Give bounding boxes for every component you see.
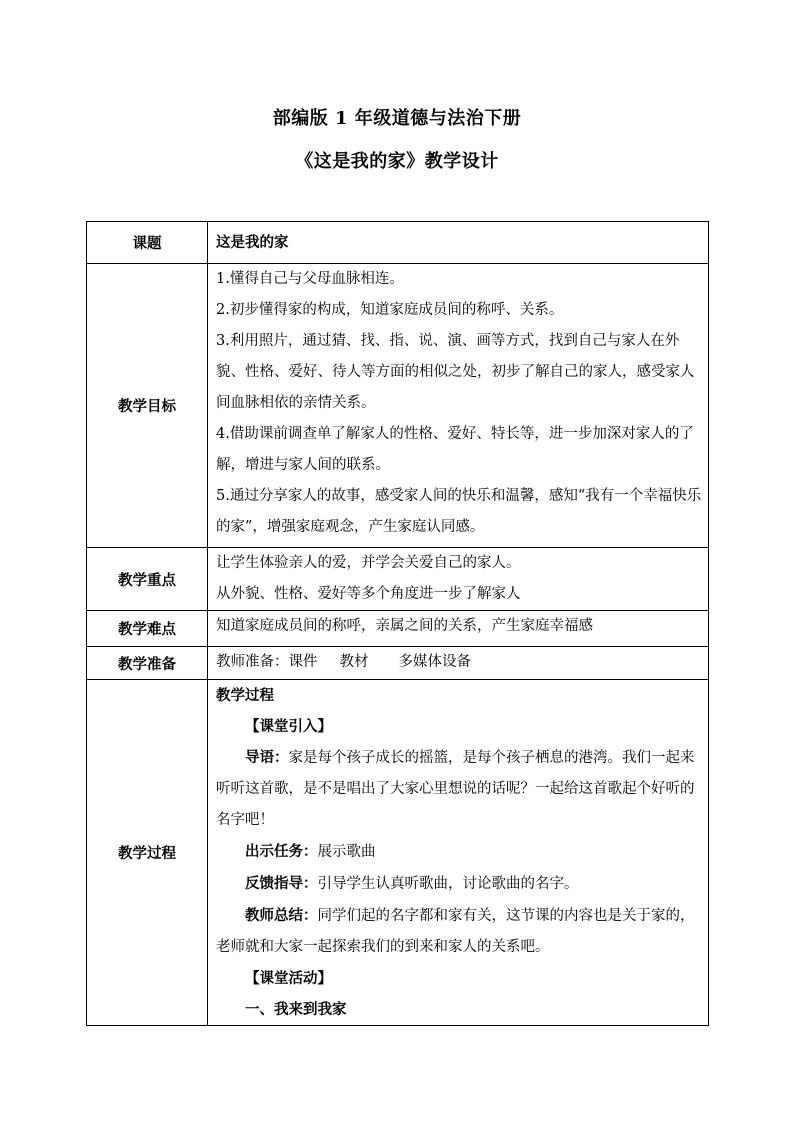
- table-row: [87, 647, 709, 680]
- guide-label: 导语：: [245, 749, 289, 766]
- guide-paragraph: [216, 742, 702, 836]
- key-point-item: 从外貌、性格、爱好等多个角度进一步了解家人: [216, 586, 521, 602]
- table-row: [87, 548, 709, 611]
- document-title: 部编版 1 年级道德与法治下册: [272, 108, 522, 129]
- guide-text: 家是每个孩子成长的摇篮，是每个孩子栖息的港湾。我们一起来听听这首歌，是不是唱出了大家心里想说的话呢？一起给这首歌起个好听的名字吧！: [216, 750, 695, 828]
- feedback-label: 反馈指导：: [245, 875, 318, 892]
- key-points-content: [208, 548, 709, 611]
- goal-item: 4.借助课前调查单了解家人的性格、爱好、特长等，进一步加深对家人的了解，增进与家人间的联系。: [216, 426, 694, 473]
- goal-item: 2.初步懂得家的构成，知道家庭成员间的称呼、关系。: [216, 302, 564, 318]
- preparation-prefix: 教师准备：课件: [216, 654, 318, 670]
- summary-paragraph: [216, 900, 702, 963]
- table-row: [87, 611, 709, 647]
- key-point-item: 让学生体验亲人的爱，并学会关爱自己的家人。: [216, 555, 521, 571]
- table-row: [87, 680, 709, 1026]
- table-row: [87, 222, 709, 264]
- process-heading: 教学过程: [216, 687, 274, 704]
- lesson-plan-table: [86, 221, 709, 1026]
- process-label: 教学过程: [87, 680, 208, 1026]
- section-heading: 一、我来到我家: [245, 1001, 347, 1018]
- topic-value: 这是我的家: [208, 222, 709, 264]
- key-points-label: 教学重点: [87, 548, 208, 611]
- task-label: 出示任务：: [245, 843, 318, 860]
- difficulties-label: 教学难点: [87, 611, 208, 647]
- process-content: [208, 680, 709, 1026]
- preparation-value: [208, 647, 709, 680]
- goal-item: 3.利用照片，通过猜、找、指、说、演、画等方式，找到自己与家人在外貌、性格、爱好、待人等方面的相似之处，初步了解自己的家人，感受家人间血脉相依的亲情关系。: [216, 333, 695, 411]
- preparation-label: 教学准备: [87, 647, 208, 680]
- preparation-item: 多媒体设备: [398, 654, 471, 670]
- topic-label: 课题: [87, 222, 208, 264]
- summary-label: 教师总结：: [245, 907, 318, 924]
- intro-title: 【课堂引入】: [245, 718, 332, 735]
- summary-text: 同学们起的名字都和家有关，这节课的内容也是关于家的，老师就和大家一起探索我们的到来和家人的关系吧。: [216, 908, 695, 955]
- feedback-text: 引导学生认真听歌曲，讨论歌曲的名字。: [317, 876, 579, 892]
- goal-item: 1.懂得自己与父母血脉相连。: [216, 271, 404, 287]
- task-text: 展示歌曲: [317, 844, 376, 860]
- activity-title: 【课堂活动】: [245, 970, 332, 987]
- task-paragraph: [216, 836, 702, 868]
- difficulties-value: 知道家庭成员间的称呼，亲属之间的关系，产生家庭幸福感: [208, 611, 709, 647]
- goals-content: [208, 264, 709, 548]
- preparation-item: 教材: [339, 654, 369, 670]
- goal-item: 5.通过分享家人的故事，感受家人间的快乐和温馨，感知“我有一个幸福快乐的家”，增强家庭观念，产生家庭认同感。: [216, 488, 702, 535]
- goals-label: 教学目标: [87, 264, 208, 548]
- document-subtitle: 《这是我的家》教学设计: [295, 151, 499, 172]
- feedback-paragraph: [216, 868, 702, 900]
- table-row: [87, 264, 709, 548]
